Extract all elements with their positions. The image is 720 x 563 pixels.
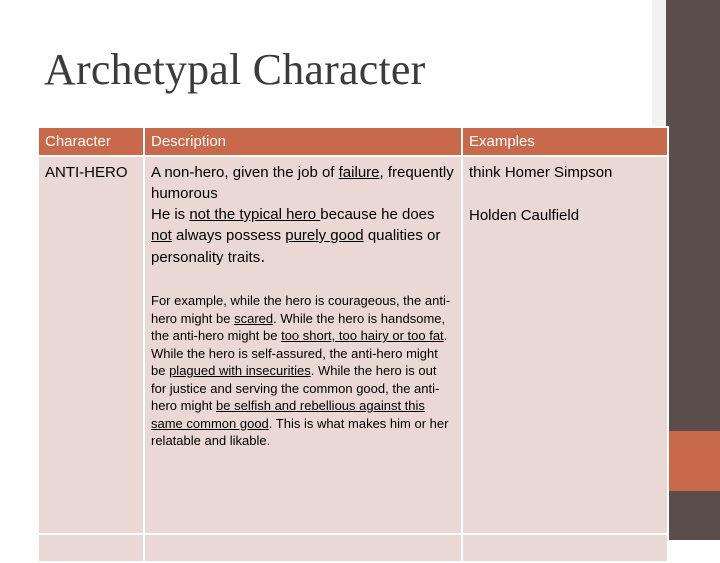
table-header-row bbox=[38, 127, 668, 156]
table-row bbox=[38, 156, 668, 534]
description-paragraph-3: For example, while the hero is courageous, the anti-hero might be scared. While the hero is handsome, the anti-hero might be too short, too hairy or too fat. While the hero is self-assured, the anti-hero might be plagued with insecurities. While the hero is out for justice and serving the common good, the anti-hero might be selfish and rebellious against this same common good. This is what makes him or her relatable and likable. bbox=[151, 293, 451, 448]
archetype-table bbox=[37, 126, 669, 563]
description-paragraph-2: He is not the typical hero because he does not always possess purely good qualities or personality traits. bbox=[151, 206, 441, 266]
cell-description bbox=[144, 156, 462, 534]
page-title: Archetypal Character bbox=[44, 45, 426, 94]
examples-spacer bbox=[469, 183, 661, 205]
example-holden: Holden Caulfield bbox=[469, 207, 580, 224]
empty-cell bbox=[144, 534, 462, 562]
empty-cell bbox=[38, 534, 144, 562]
example-homer: think Homer Simpson bbox=[469, 164, 613, 181]
table-row-empty bbox=[38, 534, 668, 562]
header-examples: Examples bbox=[462, 127, 668, 156]
empty-cell bbox=[462, 534, 668, 562]
cell-character: ANTI-HERO bbox=[38, 156, 144, 534]
cell-examples bbox=[462, 156, 668, 534]
description-paragraph-1: A non-hero, given the job of failure, frequently humorous bbox=[151, 164, 454, 202]
side-accent-block bbox=[666, 431, 720, 491]
header-description: Description bbox=[144, 127, 462, 156]
header-character: Character bbox=[38, 127, 144, 156]
